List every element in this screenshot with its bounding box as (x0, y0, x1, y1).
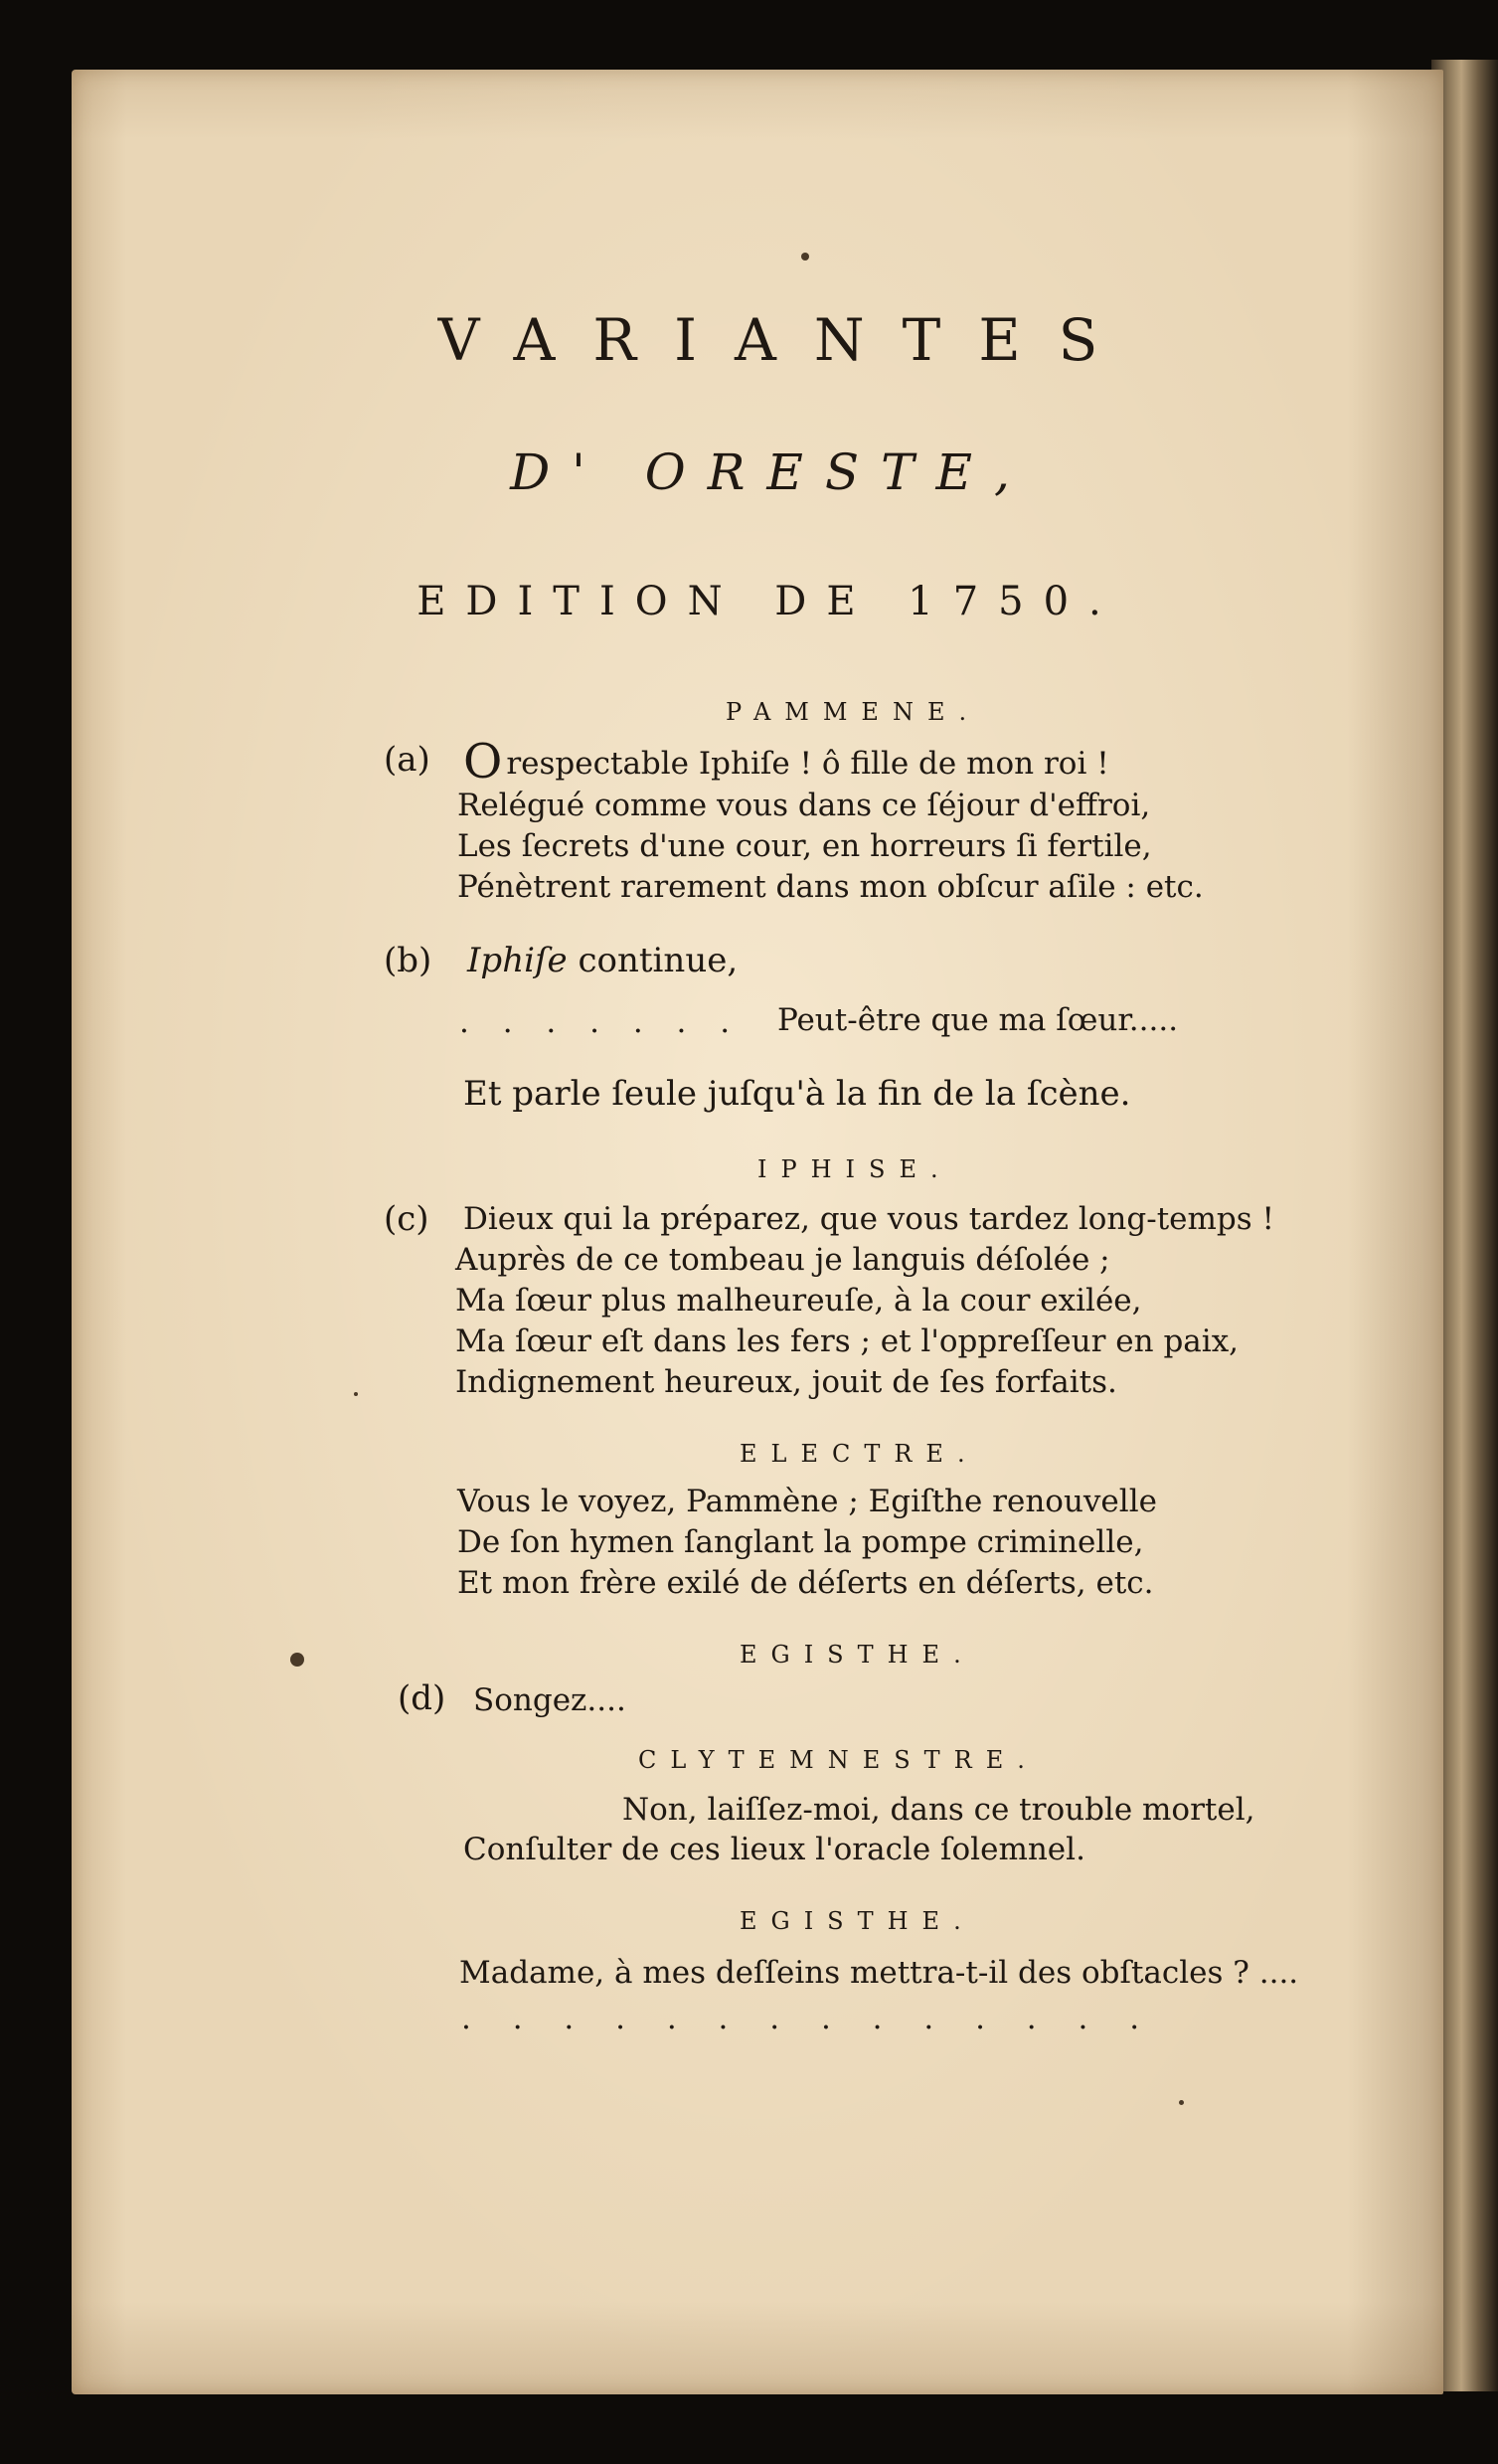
drop-initial: O (463, 734, 503, 790)
speaker-heading: ELECTRE. (740, 1440, 979, 1468)
character-name: Iphiſe (467, 941, 568, 980)
stage-direction (467, 941, 738, 980)
verse-line: Indignement heureux, jouit de ſes forfaits. (455, 1364, 1117, 1400)
verse-text: respectable Iphiſe ! ô fille de mon roi ! (506, 746, 1109, 782)
verse-line: Peut-être que ma ſœur..... (777, 1002, 1179, 1038)
variant-label: (b) (384, 941, 432, 980)
verse-line: Les ſecrets d'une cour, en horreurs ſi fertile, (457, 828, 1152, 864)
speaker-heading: PAMMENE. (726, 698, 981, 726)
speaker-heading: CLYTEMNESTRE. (638, 1746, 1039, 1774)
speaker-heading: EGISTHE. (740, 1907, 975, 1935)
stage-direction-text: continue, (567, 941, 739, 980)
verse-line: Pénètrent rarement dans mon obſcur aſile : etc. (457, 869, 1204, 905)
stage-direction: Et parle ſeule juſqu'à la fin de la ſcène. (463, 1074, 1131, 1114)
verse-line: Madame, à mes deſſeins mettra-t-il des obſtacles ? .... (459, 1955, 1299, 1991)
ellipsis-dots: . . . . . . . (459, 1004, 743, 1040)
verse-line: Relégué comme vous dans ce ſéjour d'effroi, (457, 788, 1151, 823)
variant-label: (a) (384, 740, 430, 780)
variant-label: (d) (398, 1678, 446, 1718)
verse-line: Conſulter de ces lieux l'oracle ſolemnel. (463, 1832, 1085, 1867)
verse-line (463, 734, 1109, 790)
verse-line: Ma ſœur eſt dans les fers ; et l'oppreſſeur en paix, (455, 1323, 1240, 1359)
verse-line: Dieux qui la préparez, que vous tardez long-temps ! (463, 1201, 1274, 1237)
verse-line: Et mon frère exilé de déſerts en déſerts, etc. (457, 1565, 1154, 1601)
speaker-heading: IPHISE. (757, 1155, 952, 1183)
variant-label: (c) (384, 1199, 429, 1239)
paper-speck (801, 253, 809, 261)
edition-heading: EDITION DE 1750. (416, 579, 1121, 624)
speaker-heading: EGISTHE. (740, 1641, 975, 1669)
ellipsis-dots: . . . . . . . . . . . . . . (461, 2001, 1156, 2036)
paper-speck (290, 1653, 304, 1667)
verse-line: Auprès de ce tombeau je languis déſolée ; (455, 1242, 1110, 1278)
verse-line: Songez.... (473, 1682, 626, 1718)
verse-line: Ma ſœur plus malheureuſe, à la cour exilée, (455, 1283, 1142, 1319)
page-subtitle: D' ORESTE, (510, 443, 1032, 501)
page-title: VARIANTES (437, 306, 1136, 374)
verse-line: Vous le voyez, Pammène ; Egiſthe renouvelle (457, 1484, 1157, 1519)
paper-speck (354, 1392, 358, 1396)
paper-speck (1179, 2100, 1184, 2105)
verse-line: De ſon hymen ſanglant la pompe criminelle, (457, 1524, 1144, 1560)
verse-line: Non, laiſſez-moi, dans ce trouble mortel, (622, 1792, 1255, 1828)
